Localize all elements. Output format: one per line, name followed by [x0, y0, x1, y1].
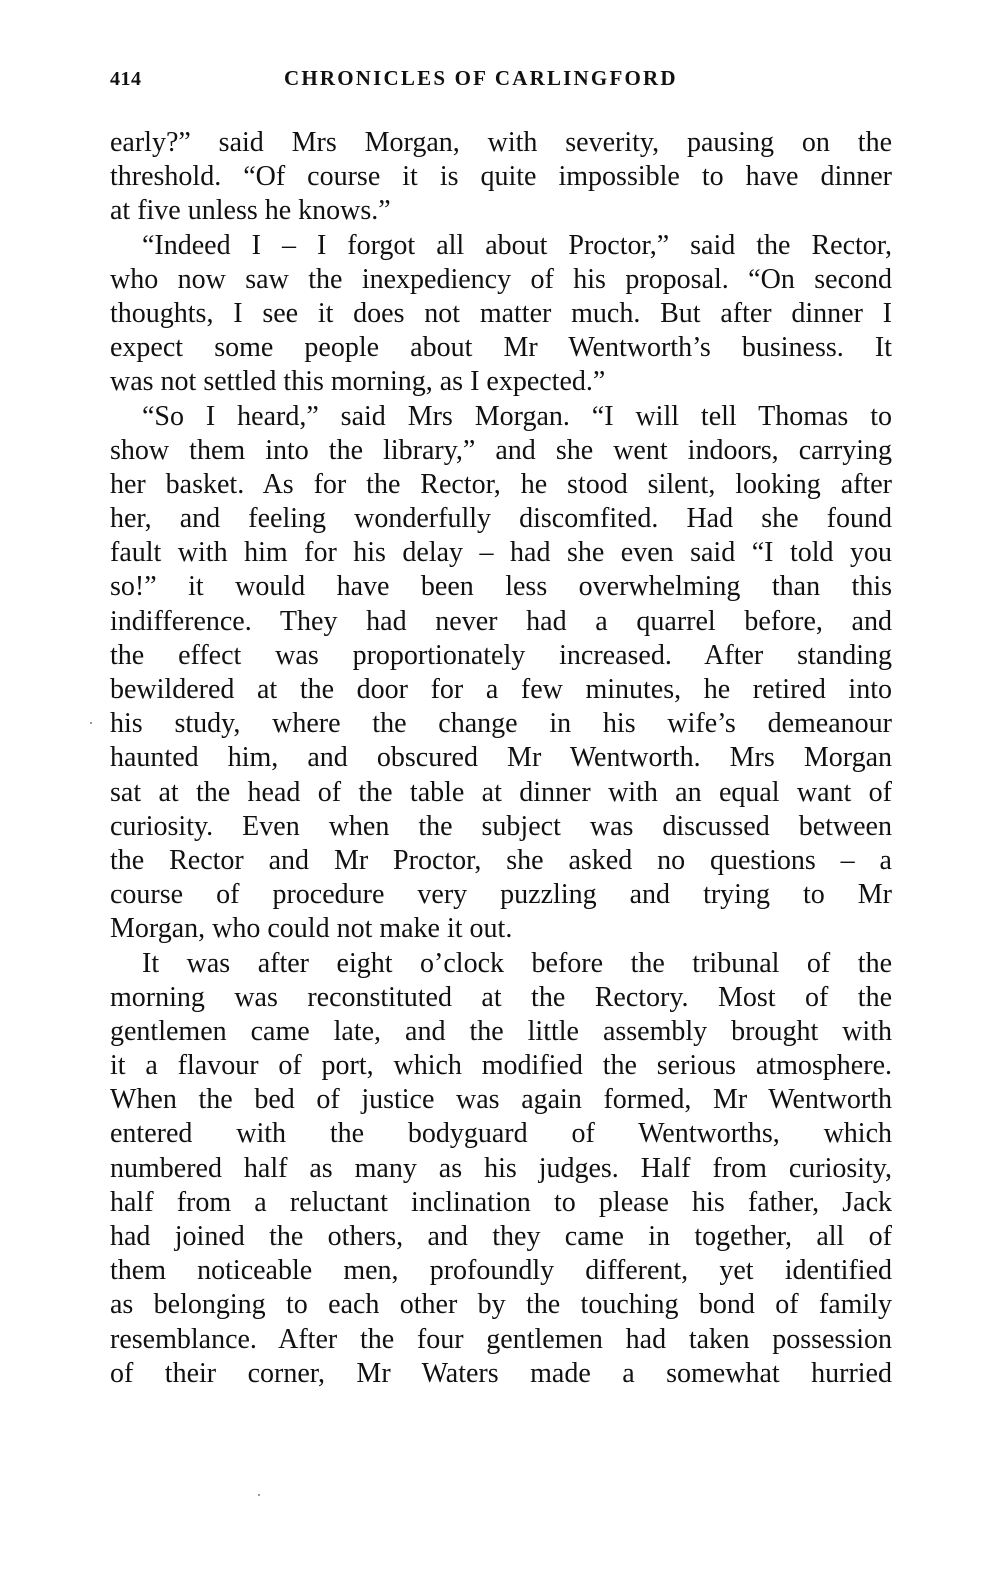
text-line: haunted him, and obscured Mr Wentworth. Mrs Morgan [110, 742, 892, 774]
text-line: resemblance. After the four gentlemen had taken possession [110, 1323, 892, 1355]
text-line: curiosity. Even when the subject was discussed between [110, 810, 892, 842]
text-line: expect some people about Mr Wentworth’s business. It [110, 332, 892, 364]
text-line: who now saw the inexpediency of his proposal. “On second [110, 263, 892, 295]
text-line: indifference. They had never had a quarrel before, and [110, 605, 892, 637]
book-page [110, 60, 892, 1391]
text-line: thoughts, I see it does not matter much. But after dinner I [110, 297, 892, 329]
paragraph [110, 400, 892, 947]
text-line: his study, where the change in his wife’s demeanour [110, 708, 892, 740]
text-line: “Indeed I – I forgot all about Proctor,” said the Rector, [142, 229, 892, 261]
text-line: was not settled this morning, as I expected.” [110, 366, 606, 398]
text-line: the Rector and Mr Proctor, she asked no questions – a [110, 844, 892, 876]
text-line: Morgan, who could not make it out. [110, 913, 513, 945]
text-line: gentlemen came late, and the little assembly brought with [110, 1015, 892, 1047]
paragraph [110, 126, 892, 229]
text-line: it a flavour of port, which modified the serious atmosphere. [110, 1050, 892, 1082]
running-title: CHRONICLES OF CARLINGFORD [284, 66, 678, 90]
text-line: entered with the bodyguard of Wentworths, which [110, 1118, 892, 1150]
text-line: had joined the others, and they came in together, all of [110, 1221, 892, 1252]
text-line: When the bed of justice was again formed, Mr Wentworth [110, 1084, 892, 1116]
text-line: course of procedure very puzzling and trying to Mr [110, 879, 892, 911]
text-line: threshold. “Of course it is quite impossible to have dinner [110, 161, 892, 193]
text-line: of their corner, Mr Waters made a somewhat hurried [110, 1357, 892, 1389]
body-text [110, 126, 892, 1391]
text-line: early?” said Mrs Morgan, with severity, pausing on the [110, 127, 892, 158]
text-line: show them into the library,” and she went indoors, carrying [110, 434, 892, 466]
text-line: fault with him for his delay – had she even said “I told you [110, 537, 892, 569]
scan-speck [90, 722, 92, 724]
text-line: “So I heard,” said Mrs Morgan. “I will tell Thomas to [142, 400, 892, 432]
text-line: her basket. As for the Rector, he stood silent, looking after [110, 468, 892, 500]
text-line: It was after eight o’clock before the tribunal of the [142, 947, 892, 979]
text-line: morning was reconstituted at the Rectory. Most of the [110, 981, 892, 1013]
text-line: them noticeable men, profoundly different, yet identified [110, 1255, 892, 1287]
running-head [110, 60, 892, 100]
text-line: bewildered at the door for a few minutes, he retired into [110, 674, 892, 705]
text-line: numbered half as many as his judges. Half from curiosity, [110, 1152, 892, 1184]
page-number: 414 [110, 68, 142, 90]
text-line: half from a reluctant inclination to please his father, Jack [110, 1186, 892, 1218]
paragraph [110, 947, 892, 1391]
text-line: the effect was proportionately increased. After standing [110, 639, 892, 671]
paragraph [110, 229, 892, 400]
text-line: at five unless he knows.” [110, 195, 391, 227]
text-line: as belonging to each other by the touching bond of family [110, 1289, 892, 1321]
text-line: her, and feeling wonderfully discomfited. Had she found [110, 503, 892, 535]
text-line: so!” it would have been less overwhelming than this [110, 571, 892, 603]
text-line: sat at the head of the table at dinner with an equal want of [110, 776, 892, 808]
scan-speck [258, 1494, 260, 1496]
